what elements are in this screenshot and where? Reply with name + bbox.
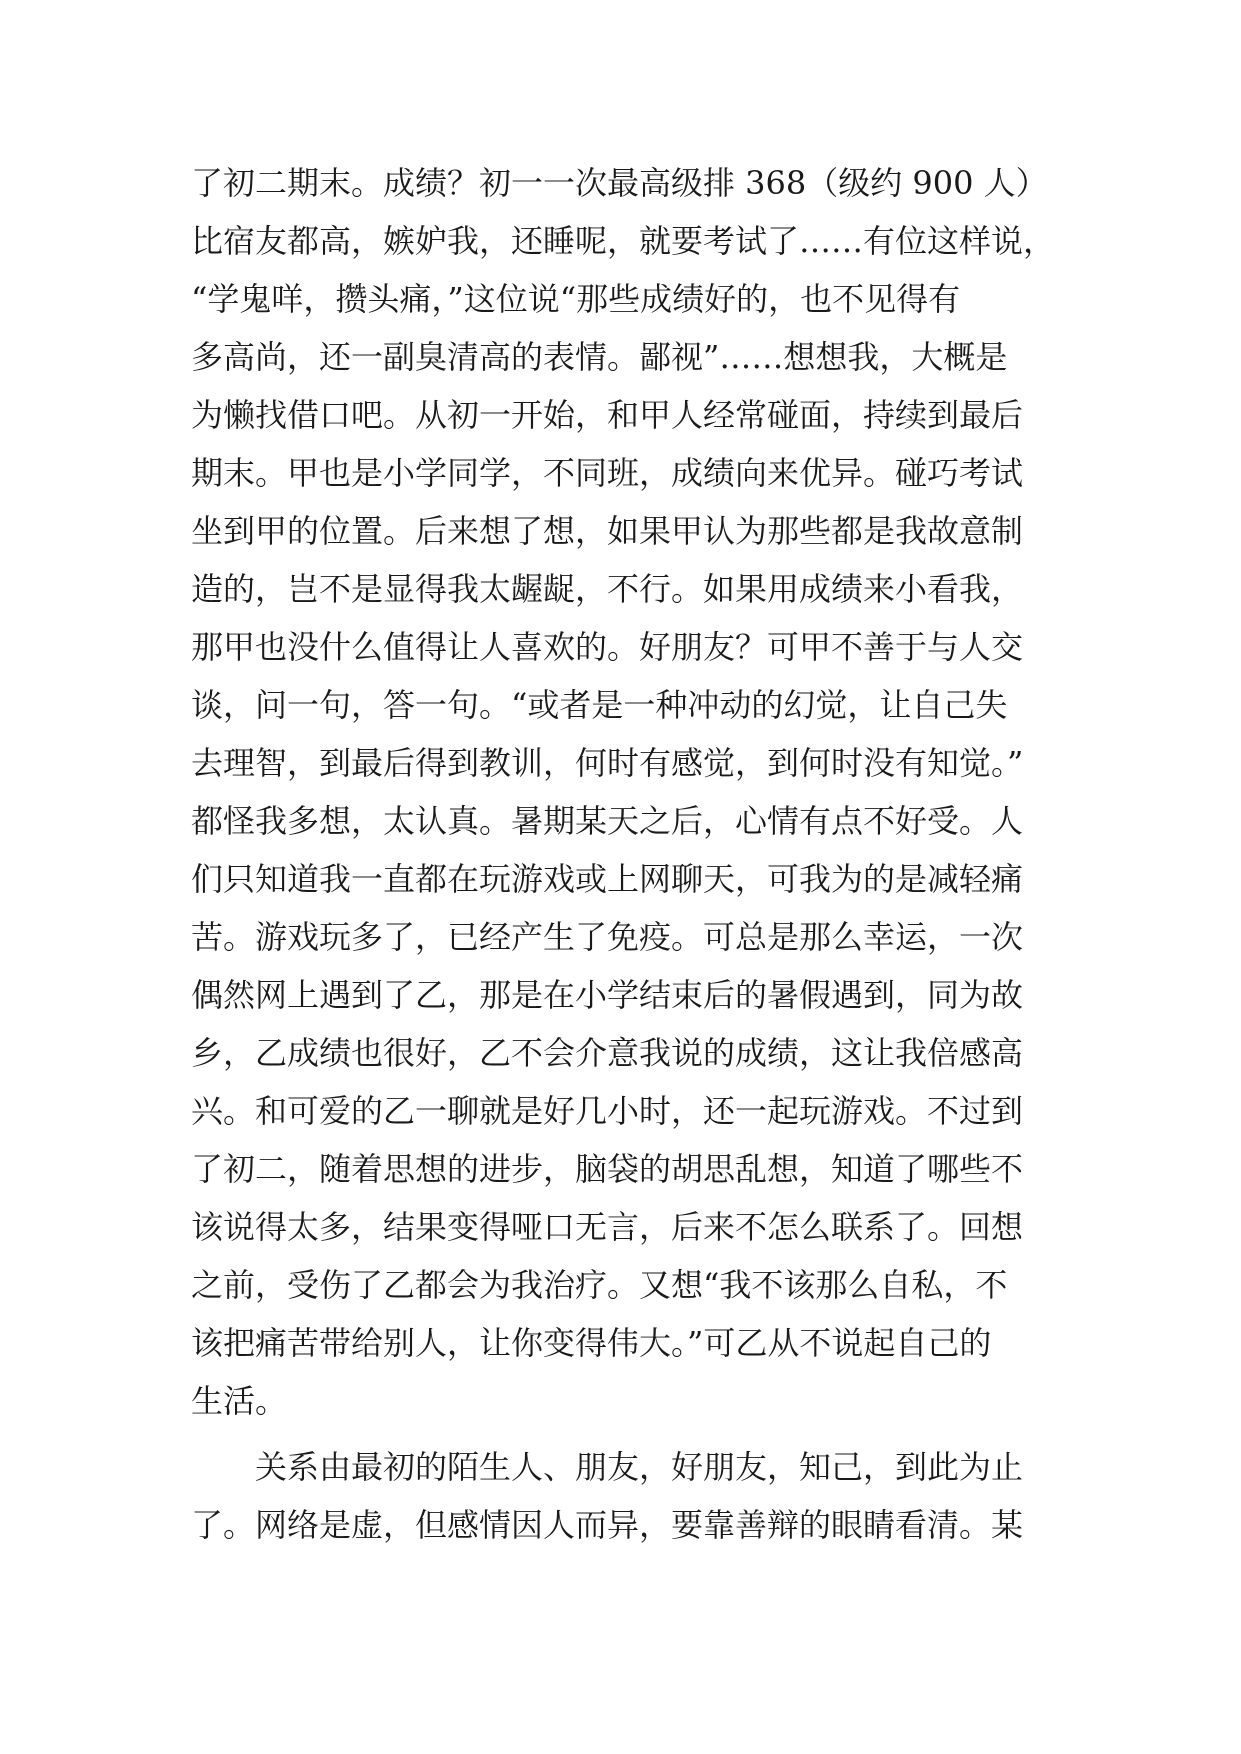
text-line: 多高尚，还一副臭清高的表情。鄙视”……想想我，大概是 xyxy=(191,338,1008,376)
text-line: 兴。和可爱的乙一聊就是好几小时，还一起玩游戏。不过到 xyxy=(191,1092,1024,1130)
text-line: 该说得太多，结果变得哑口无言，后来不怎么联系了。回想 xyxy=(191,1208,1024,1246)
text-line: 生活。 xyxy=(191,1382,288,1420)
text-line: 了。网络是虚，但感情因人而异，要靠善辩的眼睛看清。某 xyxy=(191,1506,1024,1544)
text-line: 偶然网上遇到了乙，那是在小学结束后的暑假遇到，同为故 xyxy=(191,976,1024,1014)
paragraph-first-line: 关系由最初的陌生人、朋友，好朋友，知己，到此为止 xyxy=(255,1448,1024,1486)
text-line: 造的，岂不是显得我太龌龊，不行。如果用成绩来小看我， xyxy=(191,570,1024,608)
text-line: 谈，问一句，答一句。“或者是一种冲动的幻觉，让自己失 xyxy=(191,686,1008,724)
text-line: 们只知道我一直都在玩游戏或上网聊天，可我为的是减轻痛 xyxy=(191,860,1024,898)
text-line: 期末。甲也是小学同学，不同班，成绩向来优异。碰巧考试 xyxy=(191,454,1024,492)
text-line: 了初二，随着思想的进步，脑袋的胡思乱想，知道了哪些不 xyxy=(191,1150,1024,1188)
text-line: 为懒找借口吧。从初一开始，和甲人经常碰面，持续到最后 xyxy=(191,396,1024,434)
text-line: “学鬼咩，攒头痛，”这位说“那些成绩好的，也不见得有 xyxy=(191,280,961,318)
text-line: 之前，受伤了乙都会为我治疗。又想“我不该那么自私，不 xyxy=(191,1266,1008,1304)
text-line: 了初二期末。成绩？初一一次最高级排 368（级约 900 人） xyxy=(191,164,1048,202)
text-line: 该把痛苦带给别人，让你变得伟大。”可乙从不说起自己的 xyxy=(191,1324,992,1362)
text-line: 乡，乙成绩也很好，乙不会介意我说的成绩，这让我倍感高 xyxy=(191,1034,1024,1072)
text-line: 那甲也没什么值得让人喜欢的。好朋友？可甲不善于与人交 xyxy=(191,628,1024,666)
text-line: 比宿友都高，嫉妒我，还睡呢，就要考试了……有位这样说， xyxy=(191,222,1056,260)
text-line: 苦。游戏玩多了，已经产生了免疫。可总是那么幸运，一次 xyxy=(191,918,1024,956)
text-line: 坐到甲的位置。后来想了想，如果甲认为那些都是我故意制 xyxy=(191,512,1024,550)
text-line: 去理智，到最后得到教训，何时有感觉，到何时没有知觉。” xyxy=(191,744,1024,782)
text-line: 都怪我多想，太认真。暑期某天之后，心情有点不好受。人 xyxy=(191,802,1024,840)
